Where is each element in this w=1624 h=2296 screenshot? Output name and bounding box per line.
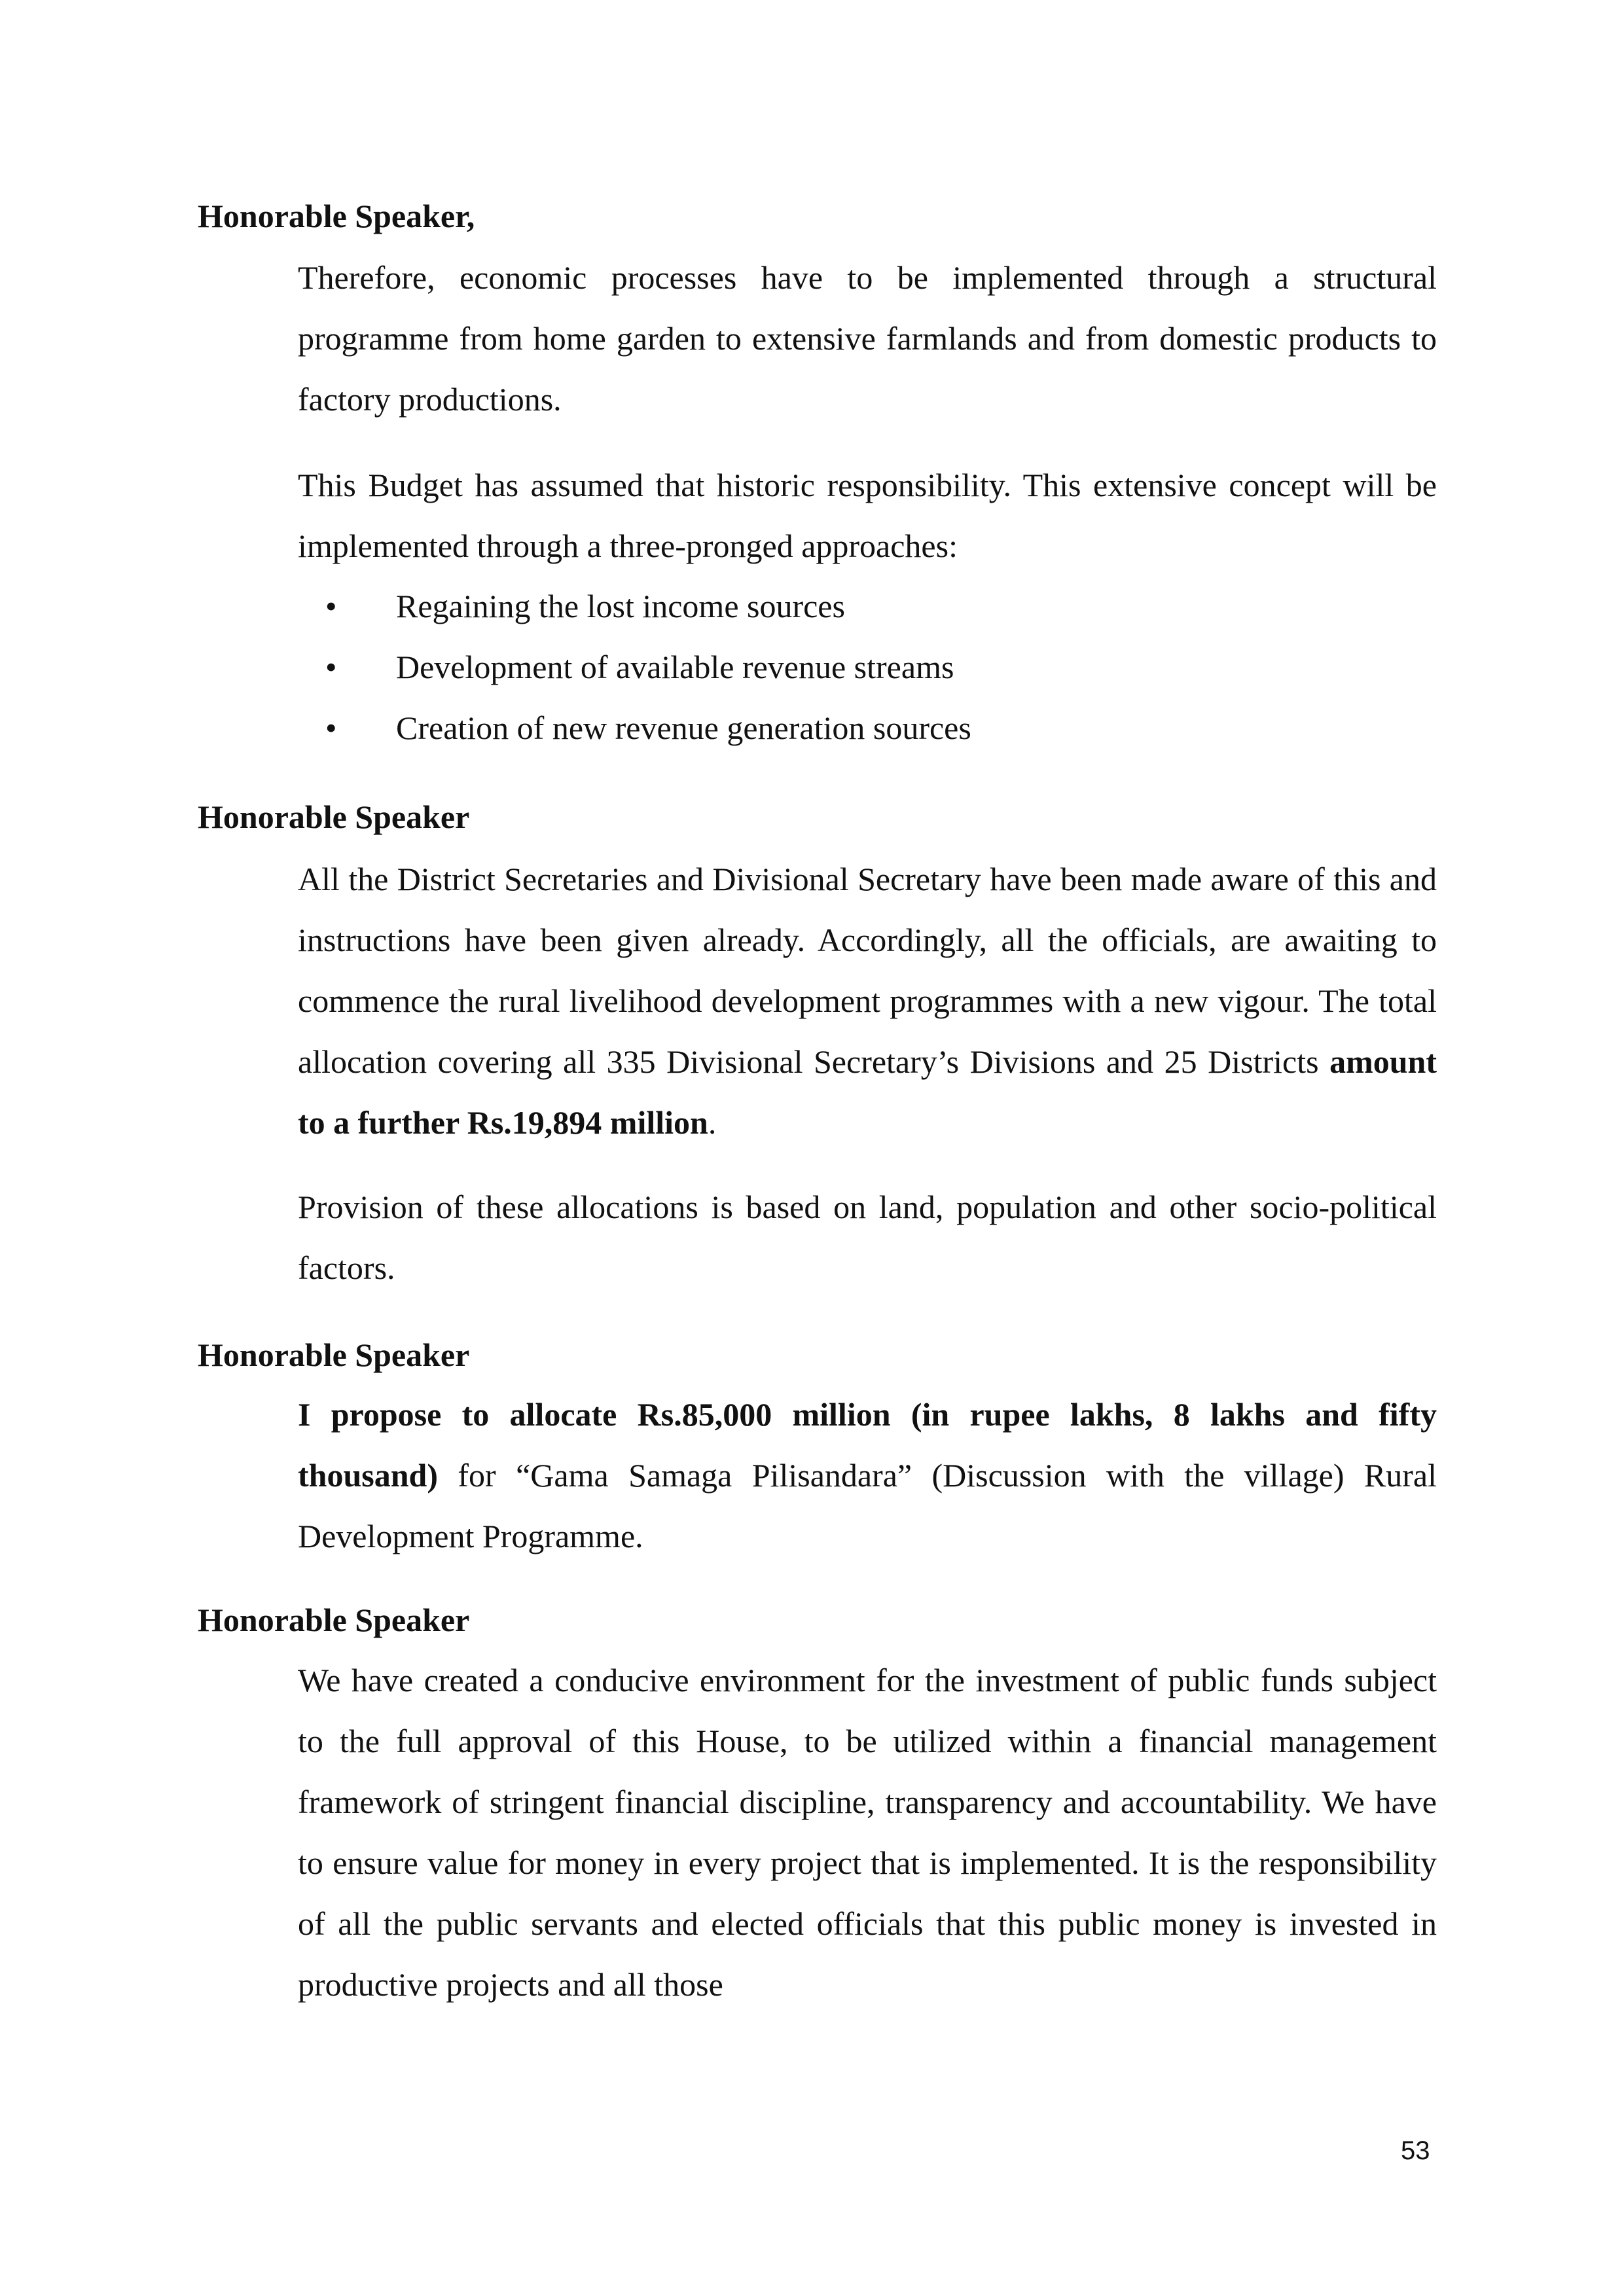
- list-item: [298, 576, 1437, 637]
- bullet-icon: •: [325, 709, 337, 746]
- emphasized-amount: amount to a further Rs.19,894 million: [298, 1043, 1437, 1141]
- bullet-list: [298, 576, 1437, 759]
- paragraph-end: .: [708, 1104, 717, 1141]
- section-heading: Honorable Speaker,: [198, 198, 475, 234]
- paragraph: Therefore, economic processes have to be implemented through a structural programme from home garden to extensive farmlands and from domestic products to factory productions.: [298, 259, 1437, 418]
- section-heading: Honorable Speaker: [198, 798, 470, 835]
- paragraph: [298, 1384, 1437, 1567]
- paragraph: This Budget has assumed that historic responsibility. This extensive concept will be implemented through a three-pronged approaches:: [298, 467, 1437, 564]
- list-item-text: Creation of new revenue generation sources: [396, 709, 971, 746]
- page-number: 53: [1401, 2136, 1430, 2165]
- paragraph-text: All the District Secretaries and Divisional Secretary have been made aware of this and instructions have been given already. Accordingly, all the officials, are awaiting to commence the rural livelihood development programmes with a new vigour. The total allocation covering all 335 Divisional Secretary’s Divisions and 25 Districts: [298, 861, 1437, 1080]
- list-item-text: Regaining the lost income sources: [396, 588, 845, 624]
- list-item-text: Development of available revenue streams: [396, 649, 954, 685]
- list-item: [298, 698, 1437, 759]
- section-heading: Honorable Speaker: [198, 1602, 470, 1638]
- section-heading: Honorable Speaker: [198, 1336, 470, 1373]
- bullet-icon: •: [325, 649, 337, 685]
- list-item: [298, 637, 1437, 698]
- paragraph: Provision of these allocations is based on land, population and other socio-political factors.: [298, 1189, 1437, 1286]
- paragraph: [298, 849, 1437, 1153]
- bullet-icon: •: [325, 588, 337, 624]
- emphasized-proposal: I propose to allocate Rs.85,000 million (in rupee lakhs, 8 lakhs and fifty thousand): [298, 1396, 1437, 1494]
- paragraph: We have created a conducive environment for the investment of public funds subject to the full approval of this House, to be utilized within a financial management framework of stringent financial discipline, transparency and accountability. We have to ensure value for money in every project that is implemented. It is the responsibility of all the public servants and elected officials that this public money is invested in productive projects and all those: [298, 1662, 1437, 2003]
- paragraph-text: for “Gama Samaga Pilisandara” (Discussion with the village) Rural Development Programme.: [298, 1457, 1437, 1554]
